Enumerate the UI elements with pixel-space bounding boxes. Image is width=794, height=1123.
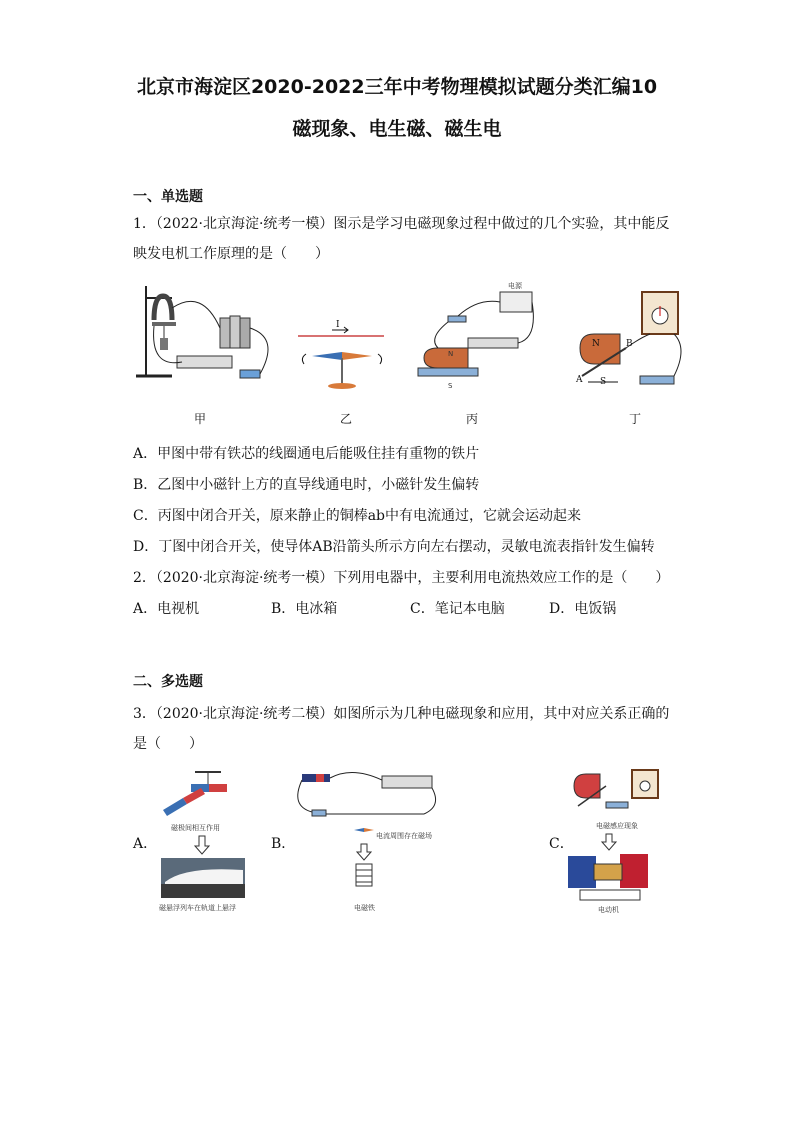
fig-c-top-caption: 电磁感应现象 (596, 822, 638, 830)
q3-stem-line1: 3．（2020·北京海淀·统考二模）如图所示为几种电磁现象和应用，其中对应关系正确的 (133, 706, 670, 722)
figure-caption-jia: 甲 (193, 412, 206, 426)
figure-caption-bing: 丙 (465, 412, 478, 426)
q3-stem-line2: 是（ ） (133, 736, 203, 752)
bing-magnet-S: S (448, 382, 453, 390)
figure-q3-c (566, 766, 676, 916)
fig-a-bottom-caption: 磁悬浮列车在轨道上悬浮 (159, 904, 236, 912)
q1-option-a[interactable]: A．甲图中带有铁芯的线圈通电后能吸住挂有重物的铁片 (133, 446, 480, 462)
bing-magnet-N: N (448, 350, 454, 358)
ding-label-S: S (600, 377, 607, 387)
q3-option-a-letter[interactable]: A． (133, 836, 158, 852)
q1-stem-line2: 映发电机工作原理的是（ ） (133, 246, 329, 262)
ding-magnet-N: N (592, 339, 600, 349)
figure-jia-electromagnet (132, 278, 282, 393)
q1-option-d[interactable]: D．丁图中闭合开关，使导体AB沿箭头所示方向左右摆动，灵敏电流表指针发生偏转 (133, 539, 655, 555)
ding-label-A: A (576, 375, 583, 385)
figure-ding-induction (570, 288, 690, 393)
q2-option-b[interactable]: B．电冰箱 (271, 601, 338, 617)
q1-stem-line1: 1．（2022·北京海淀·统考一模）图示是学习电磁现象过程中做过的几个实验，其中能反 (133, 216, 670, 232)
q2-stem: 2．（2020·北京海淀·统考一模）下列用电器中，主要利用电流热效应工作的是（ ） (133, 570, 670, 586)
figure-q3-a (155, 766, 255, 914)
q3-option-b-letter[interactable]: B． (271, 836, 296, 852)
document-title-line2: 磁现象、电生磁、磁生电 (292, 118, 502, 140)
figure-caption-ding: 丁 (628, 412, 641, 426)
document-title-line1: 北京市海淀区2020-2022三年中考物理模拟试题分类汇编10 (136, 76, 658, 98)
figure-caption-yi: 乙 (339, 412, 352, 426)
figure-bing-motor-principle (408, 278, 538, 393)
fig-b-top-caption: 电流周围存在磁场 (376, 832, 432, 840)
q2-option-d[interactable]: D．电饭锅 (549, 601, 617, 617)
current-label-I: I (336, 320, 340, 330)
fig-b-bottom-caption: 电磁铁 (354, 904, 375, 912)
q3-option-c-letter[interactable]: C． (549, 836, 574, 852)
figure-yi-compass-wire (292, 318, 392, 398)
figure-q3-b (292, 766, 442, 916)
q2-option-c[interactable]: C．笔记本电脑 (410, 601, 505, 617)
fig-c-bottom-caption: 电动机 (598, 906, 619, 914)
ding-label-B: B (626, 339, 633, 349)
fig-a-top-caption: 磁极间相互作用 (171, 824, 220, 832)
section-heading-single-choice: 一、单选题 (133, 189, 203, 205)
power-supply-label: 电源 (508, 282, 522, 290)
q2-option-a[interactable]: A．电视机 (133, 601, 200, 617)
q1-option-c[interactable]: C．丙图中闭合开关，原来静止的铜棒ab中有电流通过，它就会运动起来 (133, 508, 582, 524)
section-heading-multiple-choice: 二、多选题 (133, 674, 203, 690)
q1-option-b[interactable]: B．乙图中小磁针上方的直导线通电时，小磁针发生偏转 (133, 477, 480, 493)
